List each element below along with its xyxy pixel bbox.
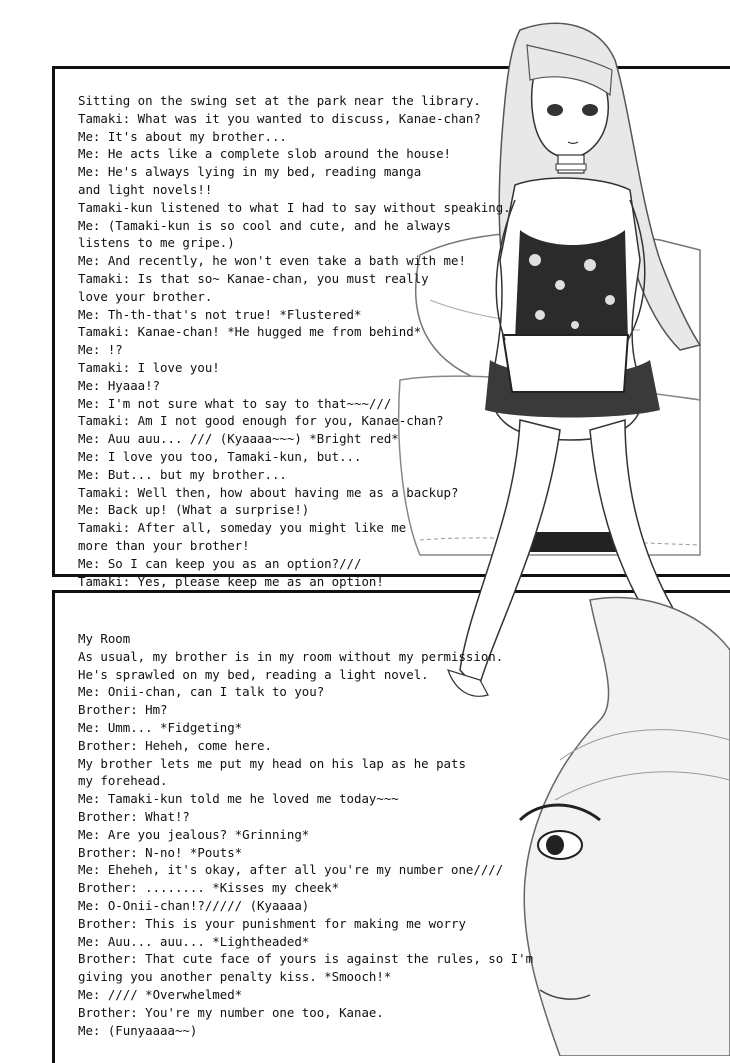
text-line: Tamaki: Is that so~ Kanae-chan, you must really <box>78 270 429 286</box>
text-line: Me: I love you too, Tamaki-kun, but... <box>78 448 362 464</box>
text-line: Me: (Funyaaaa~~) <box>78 1022 198 1038</box>
text-line: Me: He acts like a complete slob around the house! <box>78 146 451 162</box>
text-line: Tamaki: Yes, please keep me as an option! <box>78 573 384 589</box>
text-line: Brother: This is your punishment for making me worry <box>78 915 466 931</box>
text-line: Brother: You're my number one too, Kanae. <box>78 1004 384 1020</box>
text-line: Sitting on the swing set at the park near the library. <box>78 93 481 108</box>
text-line: Me: Eheheh, it's okay, after all you're my number one//// <box>78 862 504 878</box>
text-line: Brother: N-no! *Pouts* <box>78 844 243 860</box>
text-line: Me: !? <box>78 342 123 358</box>
text-line: Brother: What!? <box>78 808 190 824</box>
text-line: listens to me gripe.) <box>78 235 235 251</box>
text-line: He's sprawled on my bed, reading a light novel. <box>78 666 429 682</box>
text-line: Me: Th-th-that's not true! *Flustered* <box>78 306 362 322</box>
text-line: Me: But... but my brother... <box>78 466 287 482</box>
text-line: Tamaki: I love you! <box>78 359 220 375</box>
text-line: Me: Umm... *Fidgeting* <box>78 719 243 735</box>
text-line: As usual, my brother is in my room without my permission. <box>78 648 504 664</box>
text-line: Me: Auu... auu... *Lightheaded* <box>78 933 310 949</box>
text-line: and light novels!! <box>78 181 213 197</box>
text-line: Me: I'm not sure what to say to that~~~/// <box>78 395 392 411</box>
text-line: Me: Tamaki-kun told me he loved me today~~~ <box>78 791 399 807</box>
text-line: Me: O-Onii-chan!?///// (Kyaaaa) <box>78 897 310 913</box>
text-line: Me: It's about my brother... <box>78 128 287 144</box>
text-line: My Room <box>78 631 131 646</box>
text-line: Me: And recently, he won't even take a bath with me! <box>78 253 466 269</box>
text-line: Brother: That cute face of yours is against the rules, so I'm <box>78 951 534 967</box>
text-line: My brother lets me put my head on his lap as he pats <box>78 755 466 771</box>
text-line: Brother: ........ *Kisses my cheek* <box>78 880 340 896</box>
text-line: Me: Are you jealous? *Grinning* <box>78 826 310 842</box>
text-line: giving you another penalty kiss. *Smooch!* <box>78 969 392 985</box>
text-line: Me: Onii-chan, can I talk to you? <box>78 684 325 700</box>
text-line: Me: (Tamaki-kun is so cool and cute, and he always <box>78 217 451 233</box>
text-line: Me: He's always lying in my bed, reading manga <box>78 164 422 180</box>
text-line: Me: So I can keep you as an option?/// <box>78 555 362 571</box>
text-line: Brother: Heheh, come here. <box>78 737 272 753</box>
bottom-panel-text <box>78 630 533 1039</box>
text-line: Tamaki: After all, someday you might like me <box>78 520 407 536</box>
text-line: Tamaki: Well then, how about having me as a backup? <box>78 484 459 500</box>
text-line: love your brother. <box>78 288 213 304</box>
text-line: Tamaki: Kanae-chan! *He hugged me from behind* <box>78 324 422 340</box>
text-line: Tamaki: Am I not good enough for you, Kanae-chan? <box>78 413 444 429</box>
text-line: my forehead. <box>78 773 168 789</box>
text-line: Me: Auu auu... /// (Kyaaaa~~~) *Bright red* <box>78 431 399 447</box>
top-panel-text <box>78 92 511 590</box>
text-line: Tamaki-kun listened to what I had to say without speaking. <box>78 199 511 215</box>
text-line: Me: Hyaaa!? <box>78 377 161 393</box>
text-line: Tamaki: What was it you wanted to discuss, Kanae-chan? <box>78 110 481 126</box>
text-line: Me: //// *Overwhelmed* <box>78 986 243 1002</box>
text-line: more than your brother! <box>78 537 250 553</box>
text-line: Me: Back up! (What a surprise!) <box>78 502 310 518</box>
text-line: Brother: Hm? <box>78 702 168 718</box>
